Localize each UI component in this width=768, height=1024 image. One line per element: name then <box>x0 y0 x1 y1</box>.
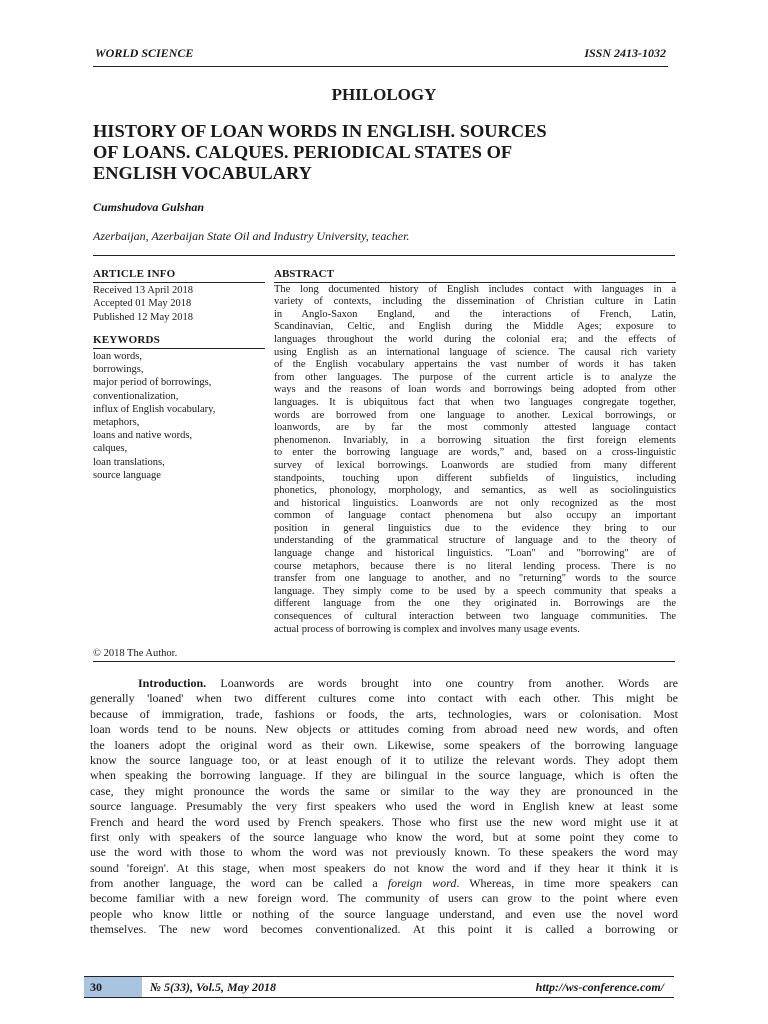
keyword-item: loans and native words, <box>93 430 193 442</box>
title-line: ENGLISH VOCABULARY <box>93 163 312 183</box>
page-number: 30 <box>84 977 142 997</box>
author-affiliation: Azerbaijan, Azerbaijan State Oil and Industry University, teacher. <box>93 229 410 243</box>
abstract-line: and historical linguistics. Loanwords are not only recognized as the most <box>274 497 676 509</box>
abstract-line: standpoints, touching upon different subfields of linguistics, including <box>274 472 676 484</box>
intro-line: case, they might pronounce the words the same or similar to the way they are pronounced in the <box>90 783 678 798</box>
keywords-list <box>93 350 263 482</box>
abstract-line: different language from the one they originated in. Borrowings are the <box>274 598 676 610</box>
intro-line: sound 'foreign'. At this stage, when most speakers do not know the word and if they hear it think it is <box>90 860 678 875</box>
abstract-line: ways and the reasons of loan words and borrowings being adopted from other <box>274 384 676 396</box>
copyright-notice: © 2018 The Author. <box>93 648 178 659</box>
intro-lead: Introduction. <box>138 676 207 690</box>
issn: ISSN 2413-1032 <box>584 46 666 60</box>
abstract-divider <box>93 661 675 662</box>
intro-end-lines <box>90 891 678 937</box>
intro-line-text: Loanwords are words brought into one country from another. Words are <box>206 676 678 690</box>
keyword-item: major period of borrowings, <box>93 377 212 389</box>
intro-line-text: from another language, the word can be called a <box>90 876 388 891</box>
abstract-line: in Anglo-Saxon England, and the interactions of French, Latin, <box>274 308 676 320</box>
abstract-line: languages. It is ubiquitous fact that when two languages congregate together, <box>274 396 676 408</box>
published-date: Published 12 May 2018 <box>93 311 194 323</box>
abstract-line: loanwords, are by far the most commonly attested language contact <box>274 422 676 434</box>
issue-info: № 5(33), Vol.5, May 2018 <box>150 980 276 994</box>
keyword-item: conventionalization, <box>93 390 179 402</box>
intro-line: when speaking the borrowing language. If they are bilingual in the source language, which is often the <box>90 768 678 783</box>
abstract-line: transfer from one language to another, and no "returning" words to the source <box>274 573 676 585</box>
intro-line-text: . Whereas, in time more speakers can <box>456 876 678 891</box>
abstract-line: language. They simply come to be used by a speech community that speaks a <box>274 585 676 597</box>
keyword-item: loan translations, <box>93 456 165 468</box>
intro-line: generally 'loaned' when two different cultures come into contact with each other. This might be <box>90 691 678 706</box>
abstract-line: phenomenon. Invariably, in a borrowing situation the first foreign elements <box>274 434 676 446</box>
keyword-item: loan words, <box>93 351 142 363</box>
keyword-item: source language <box>93 469 161 481</box>
keyword-item: borrowings, <box>93 364 144 376</box>
section-heading: PHILOLOGY <box>331 85 437 104</box>
abstract-line: language change and historical linguistics. "Loan" and "borrowing" are of <box>274 548 676 560</box>
article-info-heading: ARTICLE INFO <box>93 268 265 283</box>
intro-line: French and heard the word used by French speakers. Those who first use the new word might use it at <box>90 814 678 829</box>
abstract-line: from other languages. The purpose of the current article is to analyze the <box>274 371 676 383</box>
accepted-date: Accepted 01 May 2018 <box>93 298 192 310</box>
intro-line <box>90 876 678 891</box>
intro-line: loan words tend to be nouns. New objects or attitudes coming from abroad need new words, and often <box>90 722 678 737</box>
intro-line <box>90 676 678 691</box>
abstract-line: Scandinavian, Celtic, and English during the Middle Ages; exposure to <box>274 321 676 333</box>
intro-line: first only with speakers of the source language who know the word, but at some point they come to <box>90 829 678 844</box>
intro-line: know the source language too, or at least enough of it to utilize the relevant words. They adopt them <box>90 752 678 767</box>
abstract-line: actual process of borrowing is complex and involves many usage events. <box>274 623 580 635</box>
title-line: HISTORY OF LOAN WORDS IN ENGLISH. SOURCES <box>93 121 547 141</box>
intro-line: source language. Presumably the very first speakers who used the word in English knew at least some <box>90 799 678 814</box>
abstract-column <box>274 268 676 636</box>
title-line: OF LOANS. CALQUES. PERIODICAL STATES OF <box>93 142 513 162</box>
abstract-line: survey of lexical borrowings. Loanwords are studied from many different <box>274 459 676 471</box>
introduction-body <box>90 676 678 938</box>
abstract-line: consequences of cultural interaction between two language communities. The <box>274 611 676 623</box>
intro-italic-term: foreign word <box>387 876 457 891</box>
header-divider <box>93 255 675 256</box>
abstract-line: course metaphors, because there is no literal lending process. There is no <box>274 560 676 572</box>
abstract-heading: ABSTRACT <box>274 268 676 283</box>
intro-line: use the word with those to whom the word was not previously known. To these speakers the word may <box>90 845 678 860</box>
intro-line: become familiar with a new foreign word. The community of users can grow to the point where even <box>90 891 678 906</box>
abstract-line: phonetics, phonology, morphology, and semantics, as well as sociolinguistics <box>274 485 676 497</box>
abstract-line: variety of contexts, including the dissemination of Christian culture in Latin <box>274 296 676 308</box>
abstract-line: The long documented history of English includes contact with languages in a <box>274 283 676 295</box>
journal-url[interactable]: http://ws-conference.com/ <box>535 980 664 994</box>
keyword-item: calques, <box>93 443 128 455</box>
keyword-item: influx of English vocabulary, <box>93 403 216 415</box>
received-date: Received 13 April 2018 <box>93 285 194 297</box>
abstract-line: common of language contact phenomena but also occupy an important <box>274 510 676 522</box>
abstract-line: of the English vocabulary appertains the vast number of words it has taken <box>274 359 676 371</box>
abstract-line: position in general linguistics due to the evidence they bring to our <box>274 522 676 534</box>
intro-line: the loaners adopt the original word as their own. Likewise, some speakers of the borrowing language <box>90 737 678 752</box>
author-name: Cumshudova Gulshan <box>93 200 205 214</box>
keyword-item: metaphors, <box>93 417 140 429</box>
intro-middle-lines <box>90 691 678 876</box>
page-footer <box>84 976 674 998</box>
abstract-line: words are borrowed from one language to another. Lexical borrowings, or <box>274 409 676 421</box>
abstract-line: languages throughout the world during the colonial era; and the effects of <box>274 333 676 345</box>
journal-name: WORLD SCIENCE <box>95 46 194 60</box>
running-header <box>93 46 668 67</box>
article-title <box>93 121 673 184</box>
intro-line: themselves. The new word becomes conventionalized. At this point it is called a borrowing or <box>90 922 678 937</box>
intro-line: because of immigration, trade, fashions or foods, the arts, technologies, wars or colonisation. Most <box>90 706 678 721</box>
keywords-heading: KEYWORDS <box>93 334 265 349</box>
abstract-line: understanding of the grammatical structure of language and to the theory of <box>274 535 676 547</box>
abstract-body <box>274 284 676 637</box>
intro-line: people who know little or nothing of the source language understand, and even use the novel word <box>90 906 678 921</box>
abstract-line: to enter the borrowing language are words,” and, based on a cross-linguistic <box>274 447 676 459</box>
article-info-column <box>93 268 263 482</box>
abstract-line: using English as an international language of science. The causal rich variety <box>274 346 676 358</box>
